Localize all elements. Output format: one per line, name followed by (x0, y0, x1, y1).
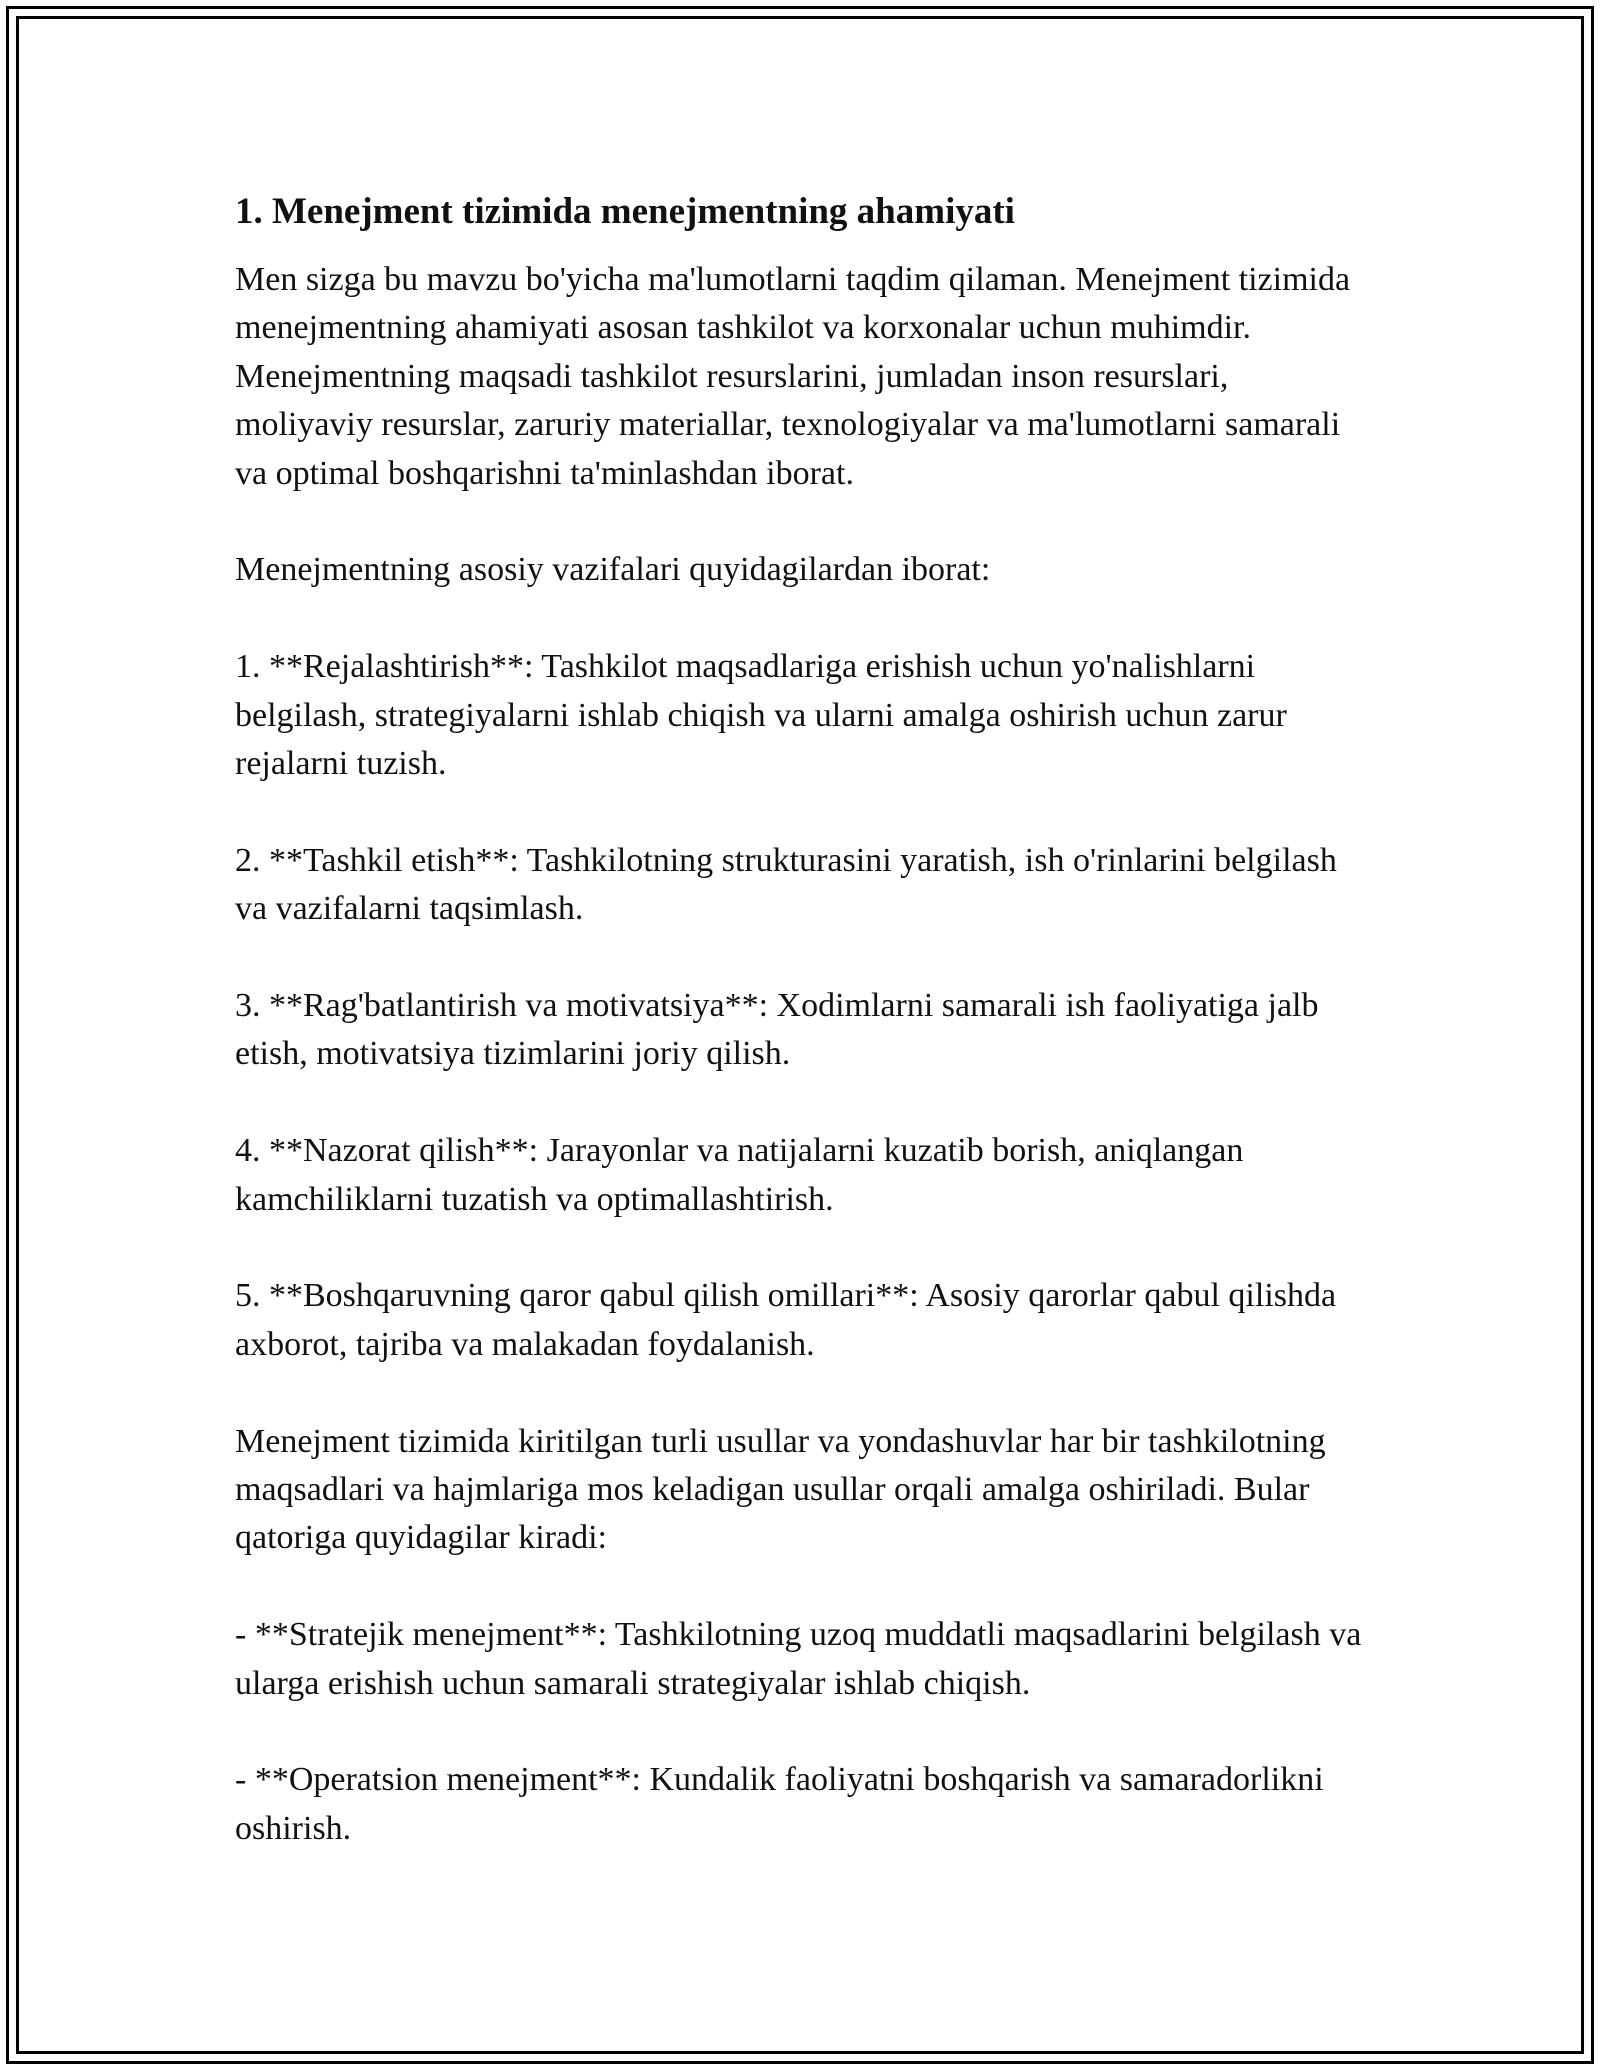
document-title: 1. Menejment tizimida menejmentning ahamiyati (235, 191, 1015, 232)
document-body (235, 188, 1365, 1853)
list-item-motivation: 3. **Rag'batlantirish va motivatsiya**: Xodimlarni samarali ish faoliyatiga jalb etish, motivatsiya tizimlarini joriy qilish. (235, 987, 1319, 1073)
list-item-decision-making: 5. **Boshqaruvning qaror qabul qilish omillari**: Asosiy qarorlar qabul qilishda axborot, tajriba va malakadan foydalanish. (235, 1277, 1337, 1363)
bullet-item-strategic: - **Stratejik menejment**: Tashkilotning uzoq muddatli maqsadlarini belgilash va ularga erishish uchun samarali strategiyalar ishlab chiqish. (235, 1616, 1362, 1702)
bullet-item-operational: - **Operatsion menejment**: Kundalik faoliyatni boshqarish va samaradorlikni oshirish. (235, 1761, 1324, 1847)
intro-paragraph: Men sizga bu mavzu bo'yicha ma'lumotlarni taqdim qilaman. Menejment tizimida menejmentning ahamiyati asosan tashkilot va korxonalar uchun muhimdir. Menejmentning maqsadi tashkilot resurslarini, jumladan inson resurslari, moliyaviy resurslar, zaruriy materiallar, texnologiyalar va ma'lumotlarni samarali va optimal boshqarishni ta'minlashdan iborat. (235, 261, 1351, 492)
tasks-intro-paragraph: Menejmentning asosiy vazifalari quyidagilardan iborat: (235, 551, 991, 589)
approaches-paragraph: Menejment tizimida kiritilgan turli usullar va yondashuvlar har bir tashkilotning maqsadlari va hajmlariga mos keladigan usullar orqali amalga oshiriladi. Bular qatoriga quyidagilar kiradi: (235, 1422, 1326, 1557)
list-item-organizing: 2. **Tashkil etish**: Tashkilotning strukturasini yaratish, ish o'rinlarini belgilash va vazifalarni taqsimlash. (235, 841, 1337, 928)
list-item-planning: 1. **Rejalashtirish**: Tashkilot maqsadlariga erishish uchun yo'nalishlarni belgilash, strategiyalarni ishlab chiqish va ularni amalga oshirish uchun zarur rejalarni tuzish. (235, 648, 1287, 783)
list-item-control: 4. **Nazorat qilish**: Jarayonlar va natijalarni kuzatib borish, aniqlangan kamchiliklarni tuzatish va optimallashtirish. (235, 1132, 1244, 1218)
